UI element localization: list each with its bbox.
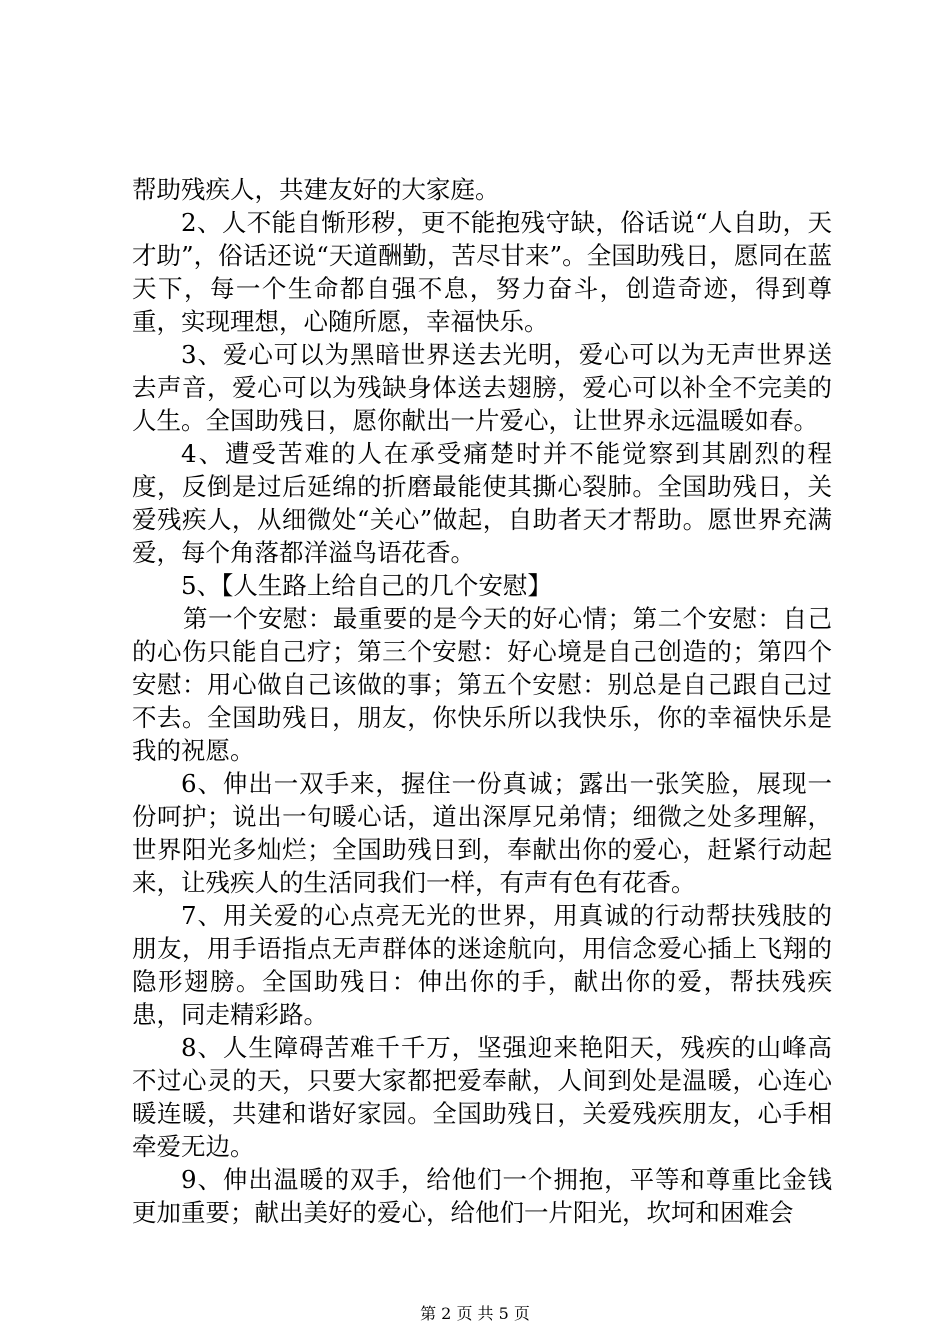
paragraph-item-9: 9、伸出温暖的双手，给他们一个拥抱，平等和尊重比金钱更加重要；献出美好的爱心，给他们一片阳光，坎坷和困难会 <box>132 1165 832 1227</box>
paragraph-item-8: 8、人生障碍苦难千千万，坚强迎来艳阳天，残疾的山峰高不过心灵的天，只要大家都把爱奉献，人间到处是温暖，心连心暖连暖，共建和谐好家园。全国助残日，关爱残疾朋友，心手相牵爱无边。 <box>132 1033 832 1161</box>
paragraph-continuation: 帮助残疾人，共建友好的大家庭。 <box>132 175 500 204</box>
paragraph-item-3: 3、爱心可以为黑暗世界送去光明，爱心可以为无声世界送去声音，爱心可以为残缺身体送去翅膀，爱心可以补全不完美的人生。全国助残日，愿你献出一片爱心，让世界永远温暖如春。 <box>132 340 832 435</box>
page-number-footer: 第 2 页 共 5 页 <box>420 1304 530 1323</box>
paragraph-item-5-heading: 5、【人生路上给自己的几个安慰】 <box>181 571 552 600</box>
paragraph-item-6: 6、伸出一双手来，握住一份真诚；露出一张笑脸，展现一份呵护；说出一句暖心话，道出深厚兄弟情；细微之处多理解，世界阳光多灿烂；全国助残日到，奉献出你的爱心，赶紧行动起来，让残疾人的生活同我们一样，有声有色有花香。 <box>132 769 832 897</box>
paragraph-item-2: 2、人不能自惭形秽，更不能抱残守缺，俗话说“人自助，天才助”，俗话还说“天道酬勤，苦尽甘来”。全国助残日，愿同在蓝天下，每一个生命都自强不息，努力奋斗，创造奇迹，得到尊重，实现理想，心随所愿，幸福快乐。 <box>132 208 832 336</box>
paragraph-item-5-body: 第一个安慰：最重要的是今天的好心情；第二个安慰：自己的心伤只能自己疗；第三个安慰：好心境是自己创造的；第四个安慰：用心做自己该做的事；第五个安慰：别总是自己跟自己过不去。全国助残日，朋友，你快乐所以我快乐，你的幸福快乐是我的祝愿。 <box>132 604 832 765</box>
paragraph-item-4: 4、遭受苦难的人在承受痛楚时并不能觉察到其剧烈的程度，反倒是过后延绵的折磨最能使其撕心裂肺。全国助残日，关爱残疾人，从细微处“关心”做起，自助者天才帮助。愿世界充满爱，每个角落都洋溢鸟语花香。 <box>132 439 832 567</box>
document-body <box>132 173 832 1229</box>
paragraph-item-7: 7、用关爱的心点亮无光的世界，用真诚的行动帮扶残肢的朋友，用手语指点无声群体的迷途航向，用信念爱心插上飞翔的隐形翅膀。全国助残日：伸出你的手，献出你的爱，帮扶残疾患，同走精彩路。 <box>132 901 832 1029</box>
